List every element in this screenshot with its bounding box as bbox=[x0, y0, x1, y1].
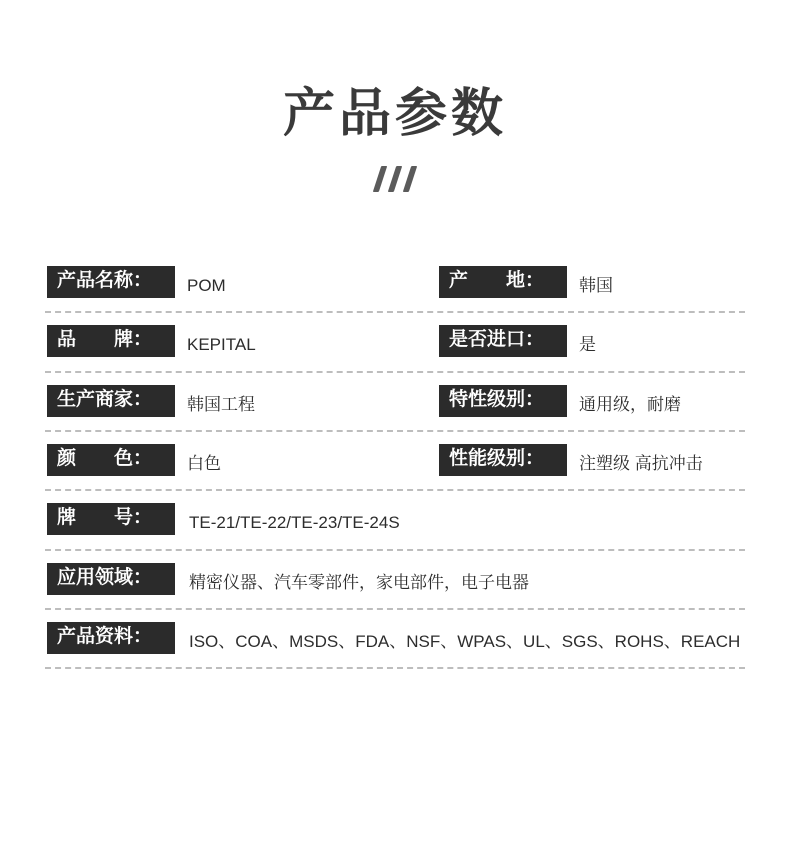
spec-label: 应用领域： bbox=[47, 563, 175, 595]
table-row bbox=[45, 373, 745, 432]
spec-value: 精密仪器、汽车零部件，家电部件，电子电器 bbox=[189, 572, 529, 592]
spec-cell-characteristic-grade bbox=[395, 385, 745, 418]
slash-mark-1 bbox=[373, 166, 387, 192]
spec-value: 韩国 bbox=[579, 276, 613, 295]
page-header bbox=[0, 0, 790, 196]
table-row bbox=[45, 610, 745, 669]
table-row bbox=[45, 313, 745, 372]
spec-value: 韩国工程 bbox=[187, 394, 255, 414]
table-row bbox=[45, 432, 745, 491]
spec-label: 颜 色： bbox=[47, 444, 175, 476]
spec-value: 通用级，耐磨 bbox=[579, 394, 681, 414]
spec-cell-brand bbox=[45, 325, 395, 358]
spec-label: 品 牌： bbox=[47, 325, 175, 357]
spec-label: 产 地： bbox=[439, 266, 567, 298]
spec-cell-model-number bbox=[45, 503, 745, 536]
slash-mark-2 bbox=[388, 166, 402, 192]
spec-cell-application-fields bbox=[45, 563, 745, 596]
spec-cell-color bbox=[45, 444, 395, 477]
spec-cell-origin bbox=[395, 266, 745, 299]
spec-label: 生产商家： bbox=[47, 385, 175, 417]
spec-value: ISO、COA、MSDS、FDA、NSF、WPAS、UL、SGS、ROHS、REACH bbox=[189, 632, 741, 652]
spec-label: 特性级别： bbox=[439, 385, 567, 417]
title-decoration-slashes bbox=[0, 162, 790, 196]
spec-table bbox=[45, 254, 745, 669]
spec-label: 是否进口： bbox=[439, 325, 567, 357]
spec-label: 产品资料： bbox=[47, 622, 175, 654]
page-footer-space bbox=[0, 669, 790, 729]
spec-value: POM bbox=[187, 276, 226, 295]
spec-label: 牌 号： bbox=[47, 503, 175, 535]
spec-cell-imported bbox=[395, 325, 745, 358]
spec-value: 是 bbox=[579, 335, 596, 355]
spec-value: 白色 bbox=[187, 454, 221, 474]
spec-value: TE-21/TE-22/TE-23/TE-24S bbox=[189, 513, 400, 533]
slash-mark-3 bbox=[403, 166, 417, 192]
spec-cell-product-documents bbox=[45, 622, 745, 655]
spec-cell-product-name bbox=[45, 266, 395, 299]
table-row bbox=[45, 551, 745, 610]
spec-label: 性能级别： bbox=[439, 444, 567, 476]
spec-value: 注塑级 高抗冲击 bbox=[579, 454, 703, 474]
table-row bbox=[45, 254, 745, 313]
spec-label: 产品名称： bbox=[47, 266, 175, 298]
spec-value: KEPITAL bbox=[187, 335, 256, 355]
table-row bbox=[45, 491, 745, 550]
page-title: 产品参数 bbox=[282, 85, 507, 143]
spec-cell-manufacturer bbox=[45, 385, 395, 418]
spec-cell-performance-grade bbox=[395, 444, 745, 477]
